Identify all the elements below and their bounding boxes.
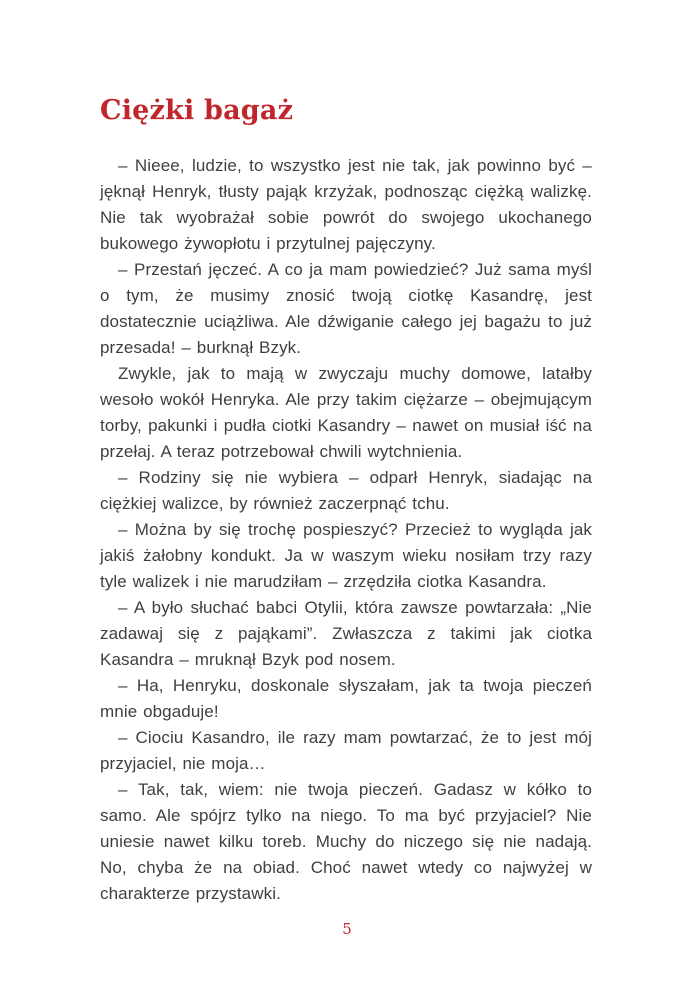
paragraph: – Nieee, ludzie, to wszystko jest nie tak, jak powinno być – jęknął Henryk, tłusty pająk krzyżak, podnosząc ciężką walizkę. Nie tak wyobrażał sobie powrót do swojego ukochanego bukowego żywopłotu i przytulnej pajęczyny. — [100, 156, 592, 253]
paragraph: – Ciociu Kasandro, ile razy mam powtarzać, że to jest mój przyjaciel, nie moja… — [100, 728, 592, 773]
paragraph: – Przestań jęczeć. A co ja mam powiedzieć? Już sama myśl o tym, że musimy znosić twoją ciotkę Kasandrę, jest dostatecznie uciążliwa. Ale dźwiganie całego jej bagażu to już przesada! – burknął Bzyk. — [100, 260, 592, 357]
paragraph: – Można by się trochę pospieszyć? Przecież to wygląda jak jakiś żałobny kondukt. Ja w waszym wieku nosiłam trzy razy tyle walizek i nie marudziłam – zrzędziła ciotka Kasandra. — [100, 520, 592, 591]
page-number: 5 — [342, 920, 352, 938]
page-content — [100, 95, 592, 907]
chapter-title: Ciężki bagaż — [100, 95, 294, 126]
paragraph: – A było słuchać babci Otylii, która zawsze powtarzała: „Nie zadawaj się z pająkami”. Zwłaszcza z takimi jak ciotka Kasandra – mruknął Bzyk pod nosem. — [100, 598, 592, 669]
body-paragraphs — [100, 153, 592, 907]
paragraph: – Rodziny się nie wybiera – odparł Henryk, siadając na ciężkiej walizce, by również zaczerpnąć tchu. — [100, 468, 592, 513]
paragraph: Zwykle, jak to mają w zwyczaju muchy domowe, latałby wesoło wokół Henryka. Ale przy takim ciężarze – obejmującym torby, pakunki i pudła ciotki Kasandry – nawet on musiał iść na przełaj. A teraz potrzebował chwili wytchnienia. — [100, 364, 592, 461]
paragraph: – Ha, Henryku, doskonale słyszałam, jak ta twoja pieczeń mnie obgaduje! — [100, 676, 592, 721]
paragraph: – Tak, tak, wiem: nie twoja pieczeń. Gadasz w kółko to samo. Ale spójrz tylko na niego. To ma być przyjaciel? Nie uniesie nawet kilku toreb. Muchy do niczego się nie nadają. No, chyba że na obiad. Choć nawet wtedy co najwyżej w charakterze przystawki. — [100, 780, 592, 903]
